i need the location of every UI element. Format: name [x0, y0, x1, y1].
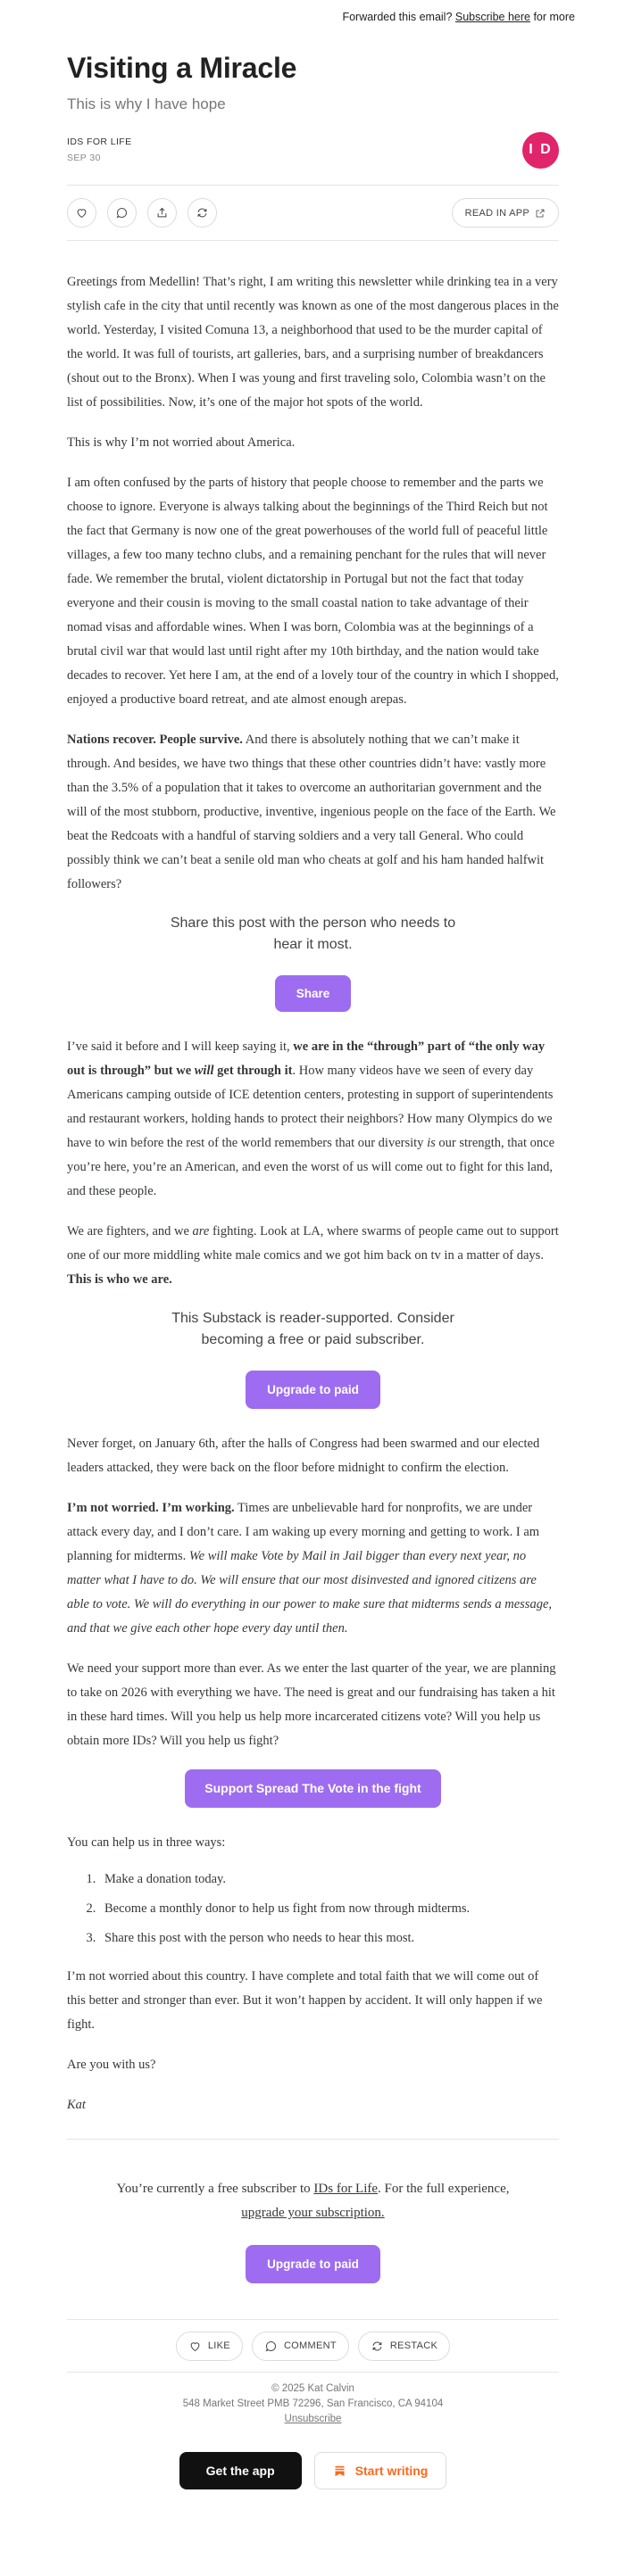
- subscribe-cta: [67, 1308, 559, 1409]
- share-post-button[interactable]: Share: [275, 975, 352, 1012]
- heart-icon: [188, 2340, 202, 2353]
- paragraph: Greetings from Medellin! That’s right, I am writing this newsletter while drinking tea in a very stylish cafe in the city that until recently was known as one of the most dangerous places in the world. Yesterday, I visited Comuna 13, a neighborhood that used to be the murder capital of the world. It was full of tourists, art galleries, bars, and a surprising number of breakdancers (shout out to the Bronx). When I was young and first traveling solo, Colombia wasn’t on the list of possibilities. Now, it’s one of the major hot spots of the world.: [67, 275, 559, 410]
- subscription-notice: [67, 2177, 559, 2225]
- footer-restack-button[interactable]: [358, 2332, 450, 2361]
- start-writing-label: Start writing: [354, 2464, 429, 2478]
- paragraph: I’m not worried about this country. I have complete and total faith that we will come out of this better and stronger than ever. But it won’t happen by accident. It will only happen if we fight.: [67, 1969, 543, 2032]
- paragraph: We need your support more than ever. As we enter the last quarter of the year, we are planning to take on 2026 with everything we have. The need is great and our fundraising has taken a hit in these hard times. Will you help us help more incarcerated citizens vote? Will you help us obtain more IDs? Will you help us fight?: [67, 1661, 556, 1748]
- unsubscribe-link[interactable]: Unsubscribe: [284, 2414, 342, 2424]
- comment-label: COMMENT: [283, 2340, 337, 2351]
- post-title[interactable]: Visiting a Miracle: [67, 52, 297, 84]
- divider: [67, 2139, 559, 2140]
- comment-icon: [115, 206, 129, 219]
- restack-icon: [371, 2340, 384, 2353]
- footer-comment-button[interactable]: [252, 2332, 349, 2361]
- bold-text: I’m not worried. I’m working.: [67, 1501, 235, 1515]
- read-in-app-button[interactable]: [452, 198, 559, 228]
- paragraph: [67, 1220, 559, 1292]
- footer-like-button[interactable]: [176, 2332, 243, 2361]
- substack-logo-icon: [333, 2464, 346, 2478]
- reaction-bar: [67, 2319, 559, 2373]
- bold-text-part: we are in the “through” part of “the only way out is through” but we: [67, 1040, 546, 1078]
- paragraph-text: And there is absolutely nothing that we can’t make it through. And besides, we have two things that these other countries didn’t have: vastly more than the 3.5% of a population that it takes to overcome an authoritarian government and the will of the most stubborn, productive, inventive, ingenious people on the face of the Earth. We beat the Redcoats with a handful of starving soldiers and a very tall General. Who could possibly think we can’t beat a senile old man who cheats at golf and his ham handed halfwit followers?: [67, 733, 556, 891]
- mailing-address: 548 Market Street PMB 72296, San Francisco, CA 94104: [182, 2398, 444, 2409]
- list-item: 3. Share this post with the person who needs to hear this most.: [99, 1926, 559, 1951]
- paragraph-text: fighting. Look at LA, where swarms of people came out to support one of our more middling white male comics and we got him back on tv in a matter of days.: [67, 1224, 559, 1263]
- notice-text: You’re currently a free subscriber to: [116, 2182, 314, 2196]
- paragraph: [67, 728, 559, 897]
- list-item: 2. Become a monthly donor to help us fight from now through midterms.: [99, 1897, 559, 1921]
- support-button[interactable]: Support Spread The Vote in the fight: [185, 1769, 440, 1808]
- copyright: © 2025 Kat Calvin: [271, 2383, 354, 2394]
- get-the-app-button[interactable]: Get the app: [179, 2452, 302, 2489]
- footer-upgrade: [67, 2245, 559, 2283]
- forward-banner: [0, 0, 625, 36]
- bold-text: This is who we are.: [67, 1272, 172, 1287]
- share-icon: [155, 206, 169, 219]
- publication-link[interactable]: IDs for Life: [313, 2182, 379, 2196]
- share-cta-text: Share this post with the person who needs to hear it most.: [170, 915, 456, 952]
- signoff-name: Kat: [67, 2098, 86, 2112]
- paragraph: You can help us in three ways:: [67, 1835, 226, 1850]
- read-in-app-label: READ IN APP: [464, 207, 529, 219]
- restack-button[interactable]: [188, 198, 217, 228]
- post-date: SEP 30: [67, 153, 101, 163]
- share-button[interactable]: [147, 198, 177, 228]
- like-label: LIKE: [207, 2340, 230, 2351]
- italic-text: We will make Vote by Mail in Jail bigger than every next year, no matter what I have to do. We will ensure that our most disinvested and ignored citizens are able to vote. We will do everything in our power to make sure that midterms sends a message, and that we give each other hope every day until then.: [67, 1549, 553, 1636]
- paragraph-text: Times are unbelievable hard for nonprofits, we are under attack every day, and I don’t care. I am waking up every morning and getting to work. I am planning for midterms.: [67, 1501, 540, 1563]
- paragraph-text: We are fighters, and we: [67, 1224, 193, 1238]
- bold-text: Nations recover. People survive.: [67, 733, 243, 747]
- italic-text: will: [194, 1064, 214, 1078]
- subscribe-link[interactable]: Subscribe here: [454, 11, 530, 23]
- notice-text: . For the full experience,: [378, 2182, 510, 2196]
- upgrade-to-paid-button[interactable]: Upgrade to paid: [246, 1371, 380, 1409]
- ways-to-help-list: [99, 1868, 559, 1951]
- share-cta: [67, 913, 559, 1012]
- footer-upgrade-button[interactable]: Upgrade to paid: [246, 2245, 380, 2283]
- publication-name[interactable]: IDS FOR LIFE: [67, 137, 132, 147]
- post-body: [67, 270, 559, 2117]
- paragraph-text: our strength, that once you’re here, you’re an American, and even the worst of us will come out to fight for this land, and these people.: [67, 1136, 555, 1198]
- comment-button[interactable]: [107, 198, 137, 228]
- signoff: [67, 2093, 559, 2117]
- paragraph: [67, 1496, 559, 1641]
- paragraph: Are you with us?: [67, 2058, 156, 2072]
- heart-icon: [75, 206, 88, 219]
- restack-label: RESTACK: [389, 2340, 438, 2351]
- subscribe-cta-text: This Substack is reader-supported. Consider becoming a free or paid subscriber.: [171, 1311, 454, 1347]
- paragraph-text: I’ve said it before and I will keep saying it,: [67, 1040, 294, 1054]
- start-writing-button[interactable]: [314, 2452, 447, 2489]
- forward-prefix: Forwarded this email?: [342, 11, 453, 23]
- italic-text: is: [427, 1136, 436, 1150]
- paragraph: [67, 1035, 559, 1204]
- external-link-icon: [535, 208, 546, 219]
- app-buttons: [67, 2452, 559, 2511]
- upgrade-subscription-link[interactable]: upgrade your subscription.: [241, 2206, 385, 2220]
- restack-icon: [196, 206, 209, 219]
- italic-text: are: [192, 1224, 210, 1238]
- paragraph: Never forget, on January 6th, after the halls of Congress had been swarmed and our elected leaders attacked, they were back on the floor before midnight to confirm the election.: [67, 1437, 540, 1475]
- post-action-bar: [67, 185, 559, 241]
- list-item: 1. Make a donation today.: [99, 1868, 559, 1892]
- paragraph: I am often confused by the parts of history that people choose to remember and the parts we choose to ignore. Everyone is always talking about the beginnings of the Third Reich but not the fact that Germany is now one of the great powerhouses of the world full of peaceful little villages, a few too many techno clubs, and a remaining penchant for the rules that will never fade. We remember the brutal, violent dictatorship in Portugal but not the fact that today everyone and their cousin is moving to the small coastal nation to take advantage of their nomad visas and affordable wines. When I was born, Colombia was at the beginnings of a brutal civil war that would last until right after my 10th birthday, and the nation would take decades to recover. Yet here I am, at the end of a lovely tour of the country in which I shopped, enjoyed a productive board retreat, and ate almost enough arepas.: [67, 476, 559, 707]
- bold-text-part: get through it: [213, 1064, 293, 1078]
- comment-icon: [264, 2340, 278, 2353]
- support-cta: [67, 1769, 559, 1808]
- forward-suffix: for more: [533, 11, 575, 23]
- paragraph: This is why I’m not worried about America.: [67, 435, 296, 450]
- post-subtitle: This is why I have hope: [67, 95, 226, 112]
- paragraph-text: . How many videos have we seen of every day Americans camping outside of ICE detention centers, protesting in support of superintendents and restaurant workers, holding hands to protect their neighbors? How many Olympics do we have to win before the rest of the world remembers that our diversity: [67, 1064, 554, 1150]
- legal-footer: [67, 2381, 559, 2427]
- like-button[interactable]: [67, 198, 96, 228]
- post-meta: [67, 131, 559, 169]
- avatar[interactable]: I D: [522, 132, 559, 169]
